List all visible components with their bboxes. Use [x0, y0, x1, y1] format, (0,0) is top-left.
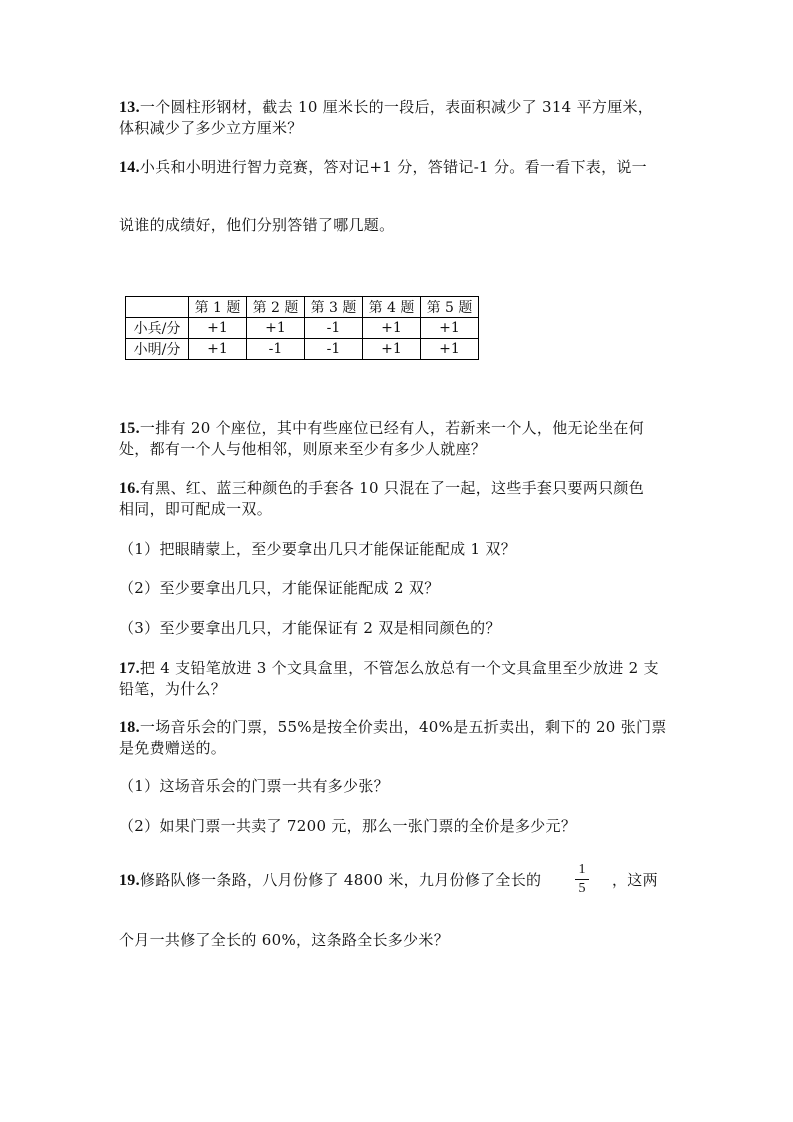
q16-sub-3: （3）至少要拿出几只，才能保证有 2 双是相同颜色的？	[119, 619, 501, 637]
q16-text-1: 有黑、红、蓝三种颜色的手套各 10 只混在了一起，这些手套只要两只颜色	[139, 479, 645, 497]
table-cell: +1	[189, 339, 247, 360]
table-cell: +1	[363, 339, 421, 360]
table-cell: +1	[247, 318, 305, 339]
q16-line-1	[119, 478, 644, 499]
table-cell: +1	[421, 318, 479, 339]
q17-number: 17.	[119, 660, 140, 677]
table-cell: +1	[189, 318, 247, 339]
q18-sub-1: （1）这场音乐会的门票一共有多少张？	[119, 777, 389, 795]
score-table	[125, 296, 479, 360]
table-header-cell: 第 1 题	[189, 297, 247, 318]
q16-line-2: 相同，即可配成一双。	[119, 500, 273, 518]
q19-line-1	[119, 870, 541, 891]
table-cell: -1	[247, 339, 305, 360]
fraction-bar	[575, 879, 589, 880]
q17-text-1: 把 4 支铅笔放进 3 个文具盒里，不管怎么放总有一个文具盒里至少放进 2 支	[139, 659, 659, 677]
table-cell: +1	[421, 339, 479, 360]
q17-line-1	[119, 658, 659, 679]
q17-line-2: 铅笔，为什么？	[119, 680, 227, 698]
table-header-row	[126, 297, 479, 318]
q15-text-1: 一排有 20 个座位，其中有些座位已经有人，若新来一个人，他无论坐在何	[139, 419, 645, 437]
q18-line-1	[119, 717, 667, 738]
table-cell: 小兵/分	[126, 318, 189, 339]
q14-number: 14.	[119, 159, 140, 176]
one-fifth-fraction	[574, 863, 590, 896]
q14-line-2: 说谁的成绩好，他们分别答错了哪几题。	[119, 216, 395, 234]
table-header-cell: 第 2 题	[247, 297, 305, 318]
table-header-cell: 第 4 题	[363, 297, 421, 318]
table-cell: +1	[363, 318, 421, 339]
fraction-numerator: 1	[578, 862, 586, 877]
q16-sub-1: （1）把眼睛蒙上，至少要拿出几只才能保证能配成 1 双？	[119, 540, 517, 558]
q18-text-1: 一场音乐会的门票，55%是按全价卖出，40%是五折卖出，剩下的 20 张门票	[139, 718, 667, 736]
q18-number: 18.	[119, 719, 140, 736]
q19-line-1-continued: ，这两	[612, 871, 658, 889]
table-header-cell	[126, 297, 189, 318]
q18-sub-2: （2）如果门票一共卖了 7200 元，那么一张门票的全价是多少元？	[119, 817, 577, 835]
q15-number: 15.	[119, 420, 140, 437]
table-row	[126, 339, 479, 360]
q19-text-1: 修路队修一条路，八月份修了 4800 米，九月份修了全长的	[139, 871, 542, 889]
q13-line-1	[119, 97, 653, 118]
table-row	[126, 318, 479, 339]
q19-number: 19.	[119, 872, 140, 889]
q14-line-1	[119, 157, 647, 178]
q15-line-2: 处，都有一个人与他相邻，则原来至少有多少人就座？	[119, 440, 487, 458]
table-cell: -1	[305, 339, 363, 360]
q16-sub-2: （2）至少要拿出几只，才能保证能配成 2 双？	[119, 579, 440, 597]
q13-text-1: 一个圆柱形钢材，截去 10 厘米长的一段后，表面积减少了 314 平方厘米，	[139, 98, 654, 116]
q16-number: 16.	[119, 480, 140, 497]
q14-text-1: 小兵和小明进行智力竞赛，答对记+1 分，答错记-1 分。看一看下表，说一	[139, 158, 647, 176]
table-header-cell: 第 3 题	[305, 297, 363, 318]
q19-line-2: 个月一共修了全长的 60%，这条路全长多少米？	[119, 931, 450, 949]
q13-line-2: 体积减少了多少立方厘米？	[119, 119, 303, 137]
q13-number: 13.	[119, 99, 140, 116]
table-header-cell: 第 5 题	[421, 297, 479, 318]
table-cell: 小明/分	[126, 339, 189, 360]
q18-line-2: 是免费赠送的。	[119, 739, 227, 757]
fraction-denominator: 5	[578, 881, 586, 896]
table-cell: -1	[305, 318, 363, 339]
q15-line-1	[119, 418, 644, 439]
